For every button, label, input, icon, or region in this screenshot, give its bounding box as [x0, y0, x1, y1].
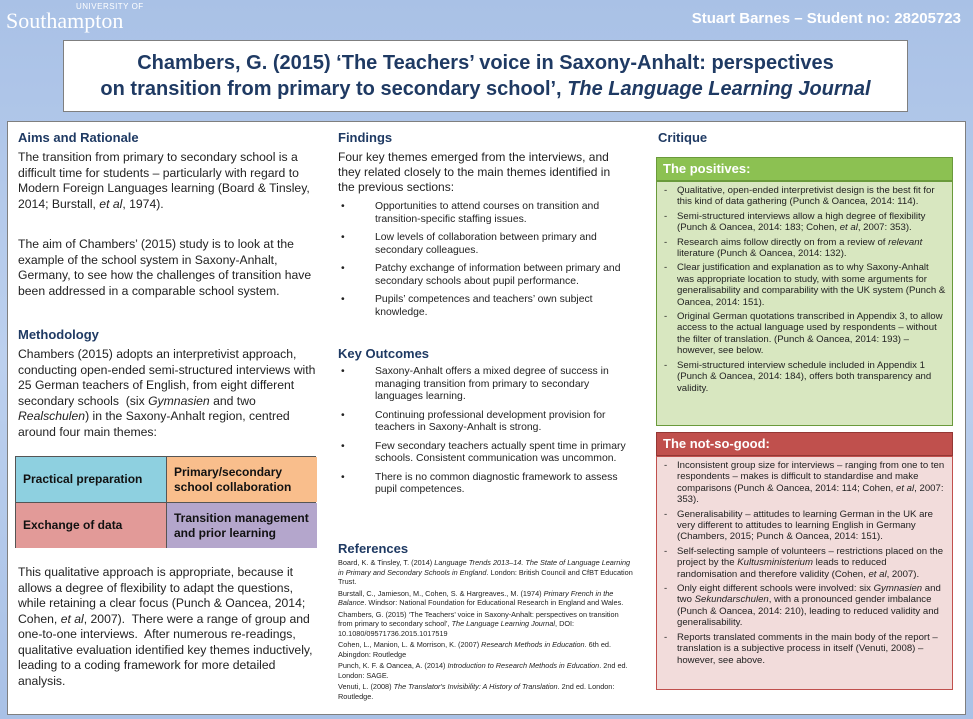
reference-item: Cohen, L., Manion, L. & Morrison, K. (2007) Research Methods in Education. 6th ed. Abingdon: Routledge [338, 640, 611, 659]
methodology-paragraph-2: This qualitative approach is appropriate, because it allows a degree of flexibility to adapt the questions, while retaining a clear focus (Punch & Oancea, 2014; Cohen, et al, 2007). There were a range of group and one-to-one interviews. After numerous re-readings, qualitative evaluation identified key themes inductively, leading to a coding framework for more detailed analysis. [18, 565, 313, 688]
findings-list [338, 201, 638, 325]
reference-item: Chambers, G. (2015) ‘The Teachers’ voice in Saxony-Anhalt: perspectives on transition from primary to secondary school’, The Language Learning Journal, DOI: 10.1080/09571736.2015.1017519 [338, 609, 619, 638]
poster-title [63, 40, 908, 112]
list-item: • There is no common diagnostic framework to assess pupil competences. [338, 472, 638, 497]
negatives-list [661, 460, 948, 666]
list-item: - Reports translated comments in the main body of the report – translation is a subjective process in itself (Venuti, 2008) – however, see above. [661, 632, 948, 666]
logo-southampton: Southampton [6, 8, 124, 33]
list-item: - Self-selecting sample of volunteers – restrictions placed on the project by the Kultusministerium leads to reduced randomisation and therefore validity (Cohen, et al, 2007). [661, 546, 948, 580]
list-item: - Only eight different schools were involved: six Gymnasien and two Sekundarschulen, with a pronounced gender imbalance (Punch & Oancea, 2014: 210), leading to reduced validity and generalisability. [661, 583, 948, 629]
negatives-header: The not-so-good: [656, 432, 953, 456]
list-item: - Generalisability – attitudes to learning German in the UK are very different to attitudes to learning English in Germany (Chambers, 2015; Punch & Oancea, 2014: 151). [661, 509, 948, 543]
list-item: • Saxony-Anhalt offers a mixed degree of success in managing transition from primary to secondary languages learning. [338, 366, 638, 404]
critique-heading: Critique [658, 130, 708, 145]
title-journal: The Language Learning Journal [567, 78, 871, 100]
logo-university-of: UNIVERSITY OF [76, 2, 144, 11]
list-item: - Original German quotations transcribed in Appendix 3, to allow access to the actual language used by respondents – without the filter of translation. (Punch & Oancea, 2014: 193) – however, see below. [661, 311, 948, 357]
reference-item: Burstall, C., Jamieson, M., Cohen, S. & Hargreaves., M. (1974) Primary French in the Balance. Windsor: National Foundation for Educational Research in England and Wales. [338, 588, 624, 607]
poster-panel [7, 121, 966, 715]
list-item: • Pupils’ competences and teachers’ own subject knowledge. [338, 294, 638, 319]
list-item: - Clear justification and explanation as to why Saxony-Anhalt was appropriate location to study, with some arguments for generalisability and comparability with the UK system (Punch & Oancea, 2014: 151). [661, 262, 948, 308]
list-item: - Semi-structured interview schedule included in Appendix 1 (Punch & Oancea, 2014: 184), offers both transparency and validity. [661, 360, 948, 394]
methodology-heading: Methodology [18, 327, 99, 342]
title-line-2-text: on transition from primary to secondary school’, [100, 78, 562, 100]
list-item: • Patchy exchange of information between primary and secondary schools about pupil performance. [338, 263, 638, 288]
list-item: • Low levels of collaboration between primary and secondary colleagues. [338, 232, 638, 257]
references-heading: References [338, 541, 409, 556]
aims-paragraph-1: The transition from primary to secondary school is a difficult time for students – particularly with regard to Modern Foreign Languages learning (Board & Tinsley, 2014; Burstall, et al, 1974). [18, 150, 310, 211]
theme-transition-management: Transition management and prior learning [167, 503, 317, 548]
list-item: - Research aims follow directly on from a review of relevant literature (Punch & Oancea, 2014: 132). [661, 237, 948, 260]
positives-box [656, 181, 953, 426]
list-item: • Few secondary teachers actually spent time in primary schools. Consistent communication was uncommon. [338, 441, 638, 466]
reference-item: Punch, K. F. & Oancea, A. (2014) Introduction to Research Methods in Education. 2nd ed. London: SAGE. [338, 661, 628, 680]
theme-practical-preparation: Practical preparation [16, 457, 166, 502]
findings-intro: Four key themes emerged from the interviews, and they related closely to the main themes identified in the previous sections: [338, 150, 611, 194]
negatives-box [656, 456, 953, 690]
reference-item: Venuti, L. (2008) The Translator's Invisibility: A History of Translation. 2nd ed. London: Routledge. [338, 682, 615, 701]
theme-exchange-of-data: Exchange of data [16, 503, 166, 548]
themes-grid [15, 456, 316, 548]
student-info: Stuart Barnes – Student no: 28205723 [691, 10, 961, 27]
title-line-2 [64, 76, 907, 102]
aims-paragraph-2: The aim of Chambers’ (2015) study is to look at the example of the school system in Saxony-Anhalt, Germany, to see how the challenges of transition have been addressed in a comparable school system. [18, 237, 312, 298]
positives-list [661, 185, 948, 394]
theme-school-collaboration: Primary/secondary school collaboration [167, 457, 317, 502]
positives-header: The positives: [656, 157, 953, 181]
list-item: - Qualitative, open-ended interpretivist design is the best fit for this kind of data gathering (Punch & Oancea, 2014: 114). [661, 185, 948, 208]
aims-heading: Aims and Rationale [18, 130, 139, 145]
findings-heading: Findings [338, 130, 393, 145]
reference-item: Board, K. & Tinsley, T. (2014) Language Trends 2013–14. The State of Language Learning in Primary and Secondary Schools in England. London: British Council and CfBT Education Trust. [338, 558, 633, 586]
methodology-paragraph-1: Chambers (2015) adopts an interpretivist approach, conducting open-ended semi-structured interviews with 25 German teachers of English, from eight different secondary schools (six Gymnasien and two Realschulen) in the Saxony-Anhalt region, centred around four main themes: [18, 347, 316, 439]
list-item: • Continuing professional development provision for teachers in Saxony-Anhalt is strong. [338, 410, 638, 435]
list-item: • Opportunities to attend courses on transition and transition-specific staffing issues. [338, 201, 638, 226]
outcomes-list [338, 366, 638, 503]
list-item: - Semi-structured interviews allow a high degree of flexibility (Punch & Oancea, 2014: 183; Cohen, et al, 2007: 353). [661, 211, 948, 234]
title-line-1: Chambers, G. (2015) ‘The Teachers’ voice in Saxony-Anhalt: perspectives [137, 52, 834, 74]
list-item: - Inconsistent group size for interviews – ranging from one to ten respondents – makes is difficult to standardise and make comparisons (Punch & Oancea, 2014: 114; Cohen, et al, 2007: 353). [661, 460, 948, 506]
outcomes-heading: Key Outcomes [338, 346, 430, 361]
references-list [338, 558, 633, 703]
